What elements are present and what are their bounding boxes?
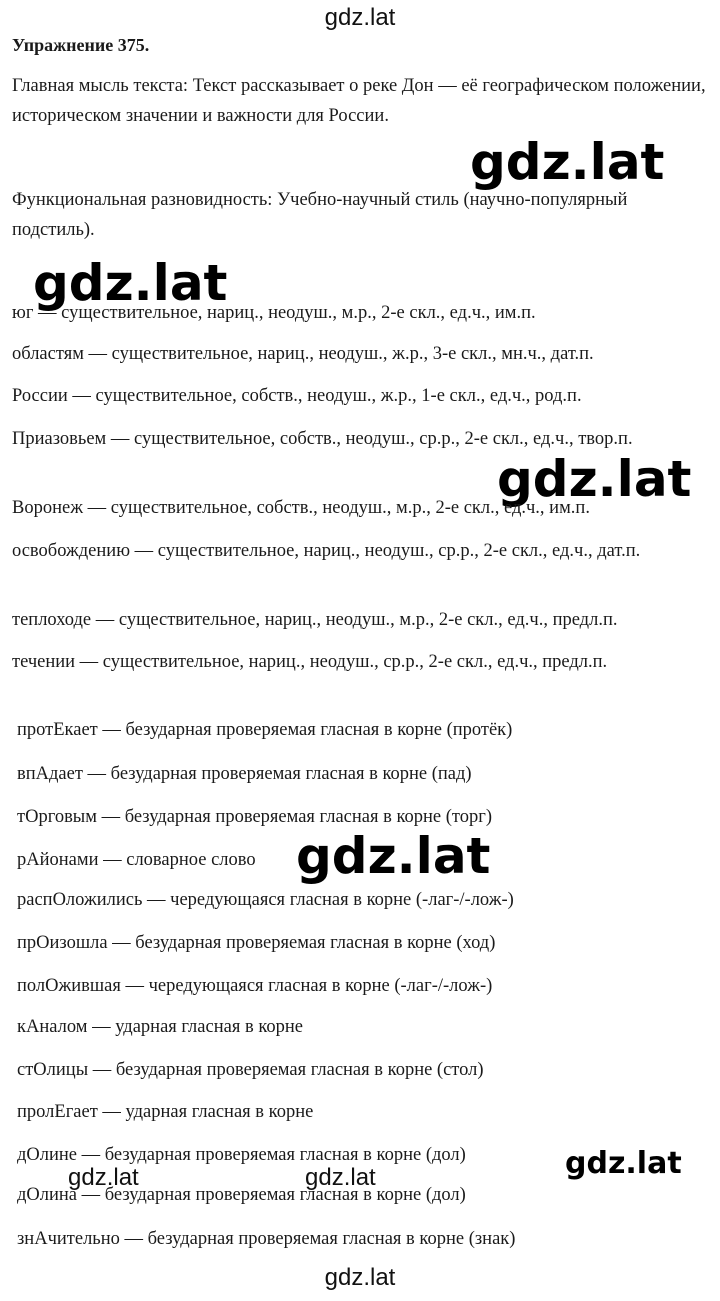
watermark-large: gdz.lat <box>296 827 491 885</box>
orthogram-line: знАчительно — безударная проверяемая гласная в корне (знак) <box>17 1229 516 1249</box>
orthogram-line: полОжившая — чередующаяся гласная в корне (-лаг-/-лож-) <box>17 976 493 996</box>
morphology-line: теплоходе — существительное, нариц., неодуш., м.р., 2-е скл., ед.ч., предл.п. <box>12 610 618 630</box>
morphology-line: областям — существительное, нариц., неодуш., ж.р., 3-е скл., мн.ч., дат.п. <box>12 344 594 364</box>
main-idea-paragraph: Главная мысль текста: Текст рассказывает о реке Дон — её географическом положении, историческом значении и важности для России. <box>12 76 706 126</box>
watermark-bottom: gdz.lat <box>324 1264 396 1291</box>
morphology-line: Воронеж — существительное, собств., неодуш., м.р., 2-е скл., ед.ч., им.п. <box>12 498 590 518</box>
orthogram-line: прОизошла — безударная проверяемая гласная в корне (ход) <box>17 933 496 953</box>
exercise-title: Упражнение 375. <box>12 35 150 55</box>
orthogram-line: стОлицы — безударная проверяемая гласная в корне (стол) <box>17 1060 484 1080</box>
watermark-large: gdz.lat <box>497 450 692 508</box>
orthogram-line: распОложились — чередующаяся гласная в корне (-лаг-/-лож-) <box>17 890 514 910</box>
morphology-line: России — существительное, собств., неодуш., ж.р., 1-е скл., ед.ч., род.п. <box>12 386 582 406</box>
watermark-large: gdz.lat <box>470 133 665 191</box>
orthogram-line: рАйонами — словарное слово <box>17 850 256 870</box>
morphology-line: освобождению — существительное, нариц., неодуш., ср.р., 2-е скл., ед.ч., дат.п. <box>12 541 641 561</box>
watermark-small: gdz.lat <box>68 1164 139 1191</box>
morphology-line: течении — существительное, нариц., неодуш., ср.р., 2-е скл., ед.ч., предл.п. <box>12 652 608 672</box>
watermark-small: gdz.lat <box>305 1164 376 1191</box>
watermark-large-cut: gdz.lat <box>565 1146 682 1181</box>
watermark-large: gdz.lat <box>33 254 228 312</box>
orthogram-line: пролЕгает — ударная гласная в корне <box>17 1102 314 1122</box>
orthogram-line: дОлине — безударная проверяемая гласная в корне (дол) <box>17 1145 466 1165</box>
functional-style-paragraph: Функциональная разновидность: Учебно-научный стиль (научно-популярный подстиль). <box>12 190 628 240</box>
orthogram-line: кАналом — ударная гласная в корне <box>17 1017 303 1037</box>
orthogram-line: впАдает — безударная проверяемая гласная в корне (пад) <box>17 764 472 784</box>
orthogram-line: дОлина — безударная проверяемая гласная в корне (дол) <box>17 1185 466 1205</box>
watermark-top: gdz.lat <box>324 4 396 31</box>
orthogram-line: протЕкает — безударная проверяемая гласная в корне (протёк) <box>17 720 513 740</box>
morphology-line: Приазовьем — существительное, собств., неодуш., ср.р., 2-е скл., ед.ч., твор.п. <box>12 429 633 449</box>
morphology-line: юг — существительное, нариц., неодуш., м.р., 2-е скл., ед.ч., им.п. <box>12 303 536 323</box>
orthogram-line: тОрговым — безударная проверяемая гласная в корне (торг) <box>17 807 493 827</box>
